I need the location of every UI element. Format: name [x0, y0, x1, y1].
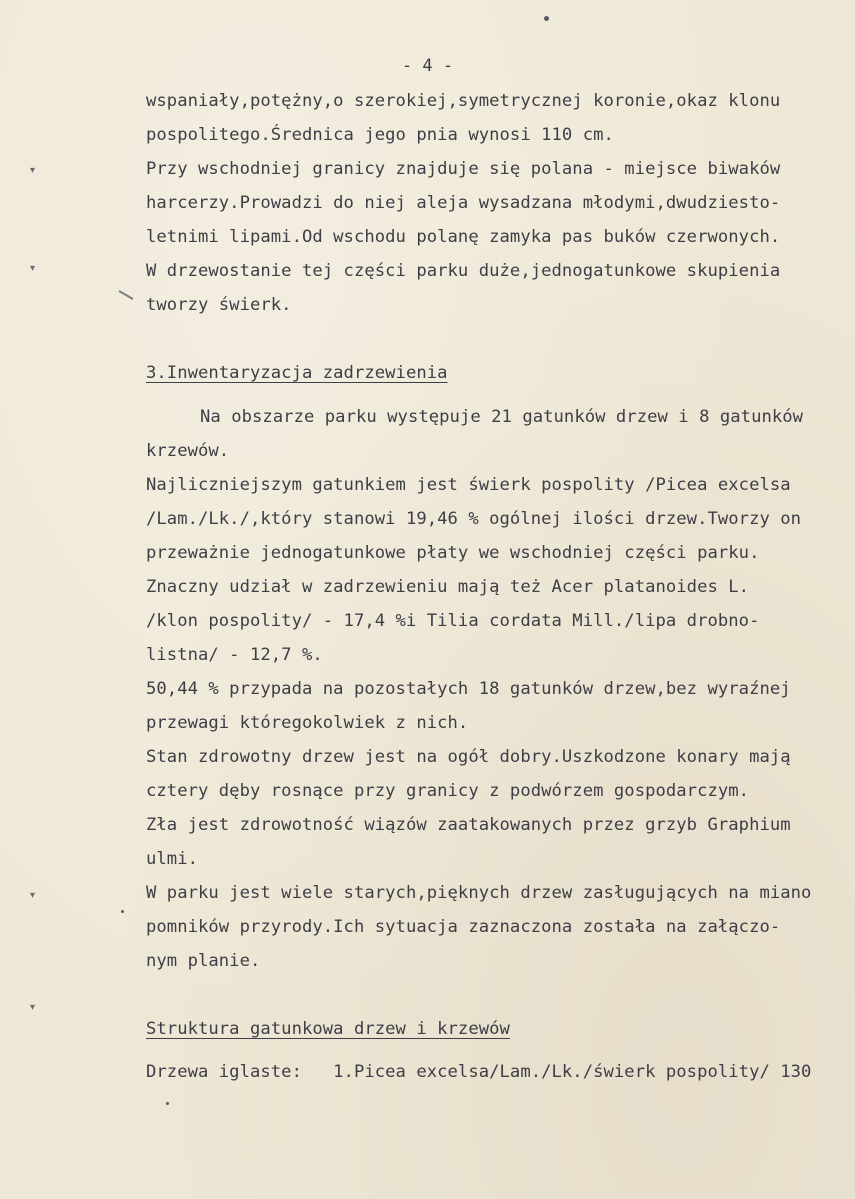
text-line: W drzewostanie tej części parku duże,jednogatunkowe skupienia: [146, 261, 781, 281]
paper-speck: [121, 910, 124, 913]
text-line: harcerzy.Prowadzi do niej aleja wysadzana młodymi,dwudziesto-: [146, 193, 781, 213]
text-line: pomników przyrody.Ich sytuacja zaznaczona została na załączo-: [146, 917, 781, 937]
text-line: 50,44 % przypada na pozostałych 18 gatunków drzew,bez wyraźnej: [146, 679, 791, 699]
margin-mark: ▾: [30, 890, 36, 901]
text-line: letnimi lipami.Od wschodu polanę zamyka pas buków czerwonych.: [146, 227, 781, 247]
text-line: listna/ - 12,7 %.: [146, 645, 323, 665]
text-line: ulmi.: [146, 849, 198, 869]
text-line: Na obszarze parku występuje 21 gatunków drzew i 8 gatunków: [200, 407, 804, 427]
text-line: cztery dęby rosnące przy granicy z podwórzem gospodarczym.: [146, 781, 750, 801]
conifers-line: Drzewa iglaste: 1.Picea excelsa/Lam./Lk./świerk pospolity/ 130: [146, 1062, 812, 1082]
margin-mark: ▾: [30, 165, 36, 176]
structure-heading: Struktura gatunkowa drzew i krzewów: [146, 1019, 510, 1039]
margin-mark: ▾: [30, 1002, 36, 1013]
paper-speck: [544, 16, 549, 21]
text-line: nym planie.: [146, 951, 261, 971]
text-line: pospolitego.Średnica jego pnia wynosi 110 cm.: [146, 125, 614, 145]
text-line: /Lam./Lk./,który stanowi 19,46 % ogólnej ilości drzew.Tworzy on: [146, 509, 802, 529]
text-line: krzewów.: [146, 441, 230, 461]
text-line: Stan zdrowotny drzew jest na ogół dobry.Uszkodzone konary mają: [146, 747, 791, 767]
text-line: Zła jest zdrowotność wiązów zaatakowanych przez grzyb Graphium: [146, 815, 791, 835]
text-line: wspaniały,potężny,o szerokiej,symetrycznej koronie,okaz klonu: [146, 91, 781, 111]
pencil-stroke: [119, 290, 134, 300]
margin-mark: ▾: [30, 263, 36, 274]
text-line: /klon pospolity/ - 17,4 %i Tilia cordata Mill./lipa drobno-: [146, 611, 760, 631]
text-line: Znaczny udział w zadrzewieniu mają też Acer platanoides L.: [146, 577, 750, 597]
text-line: tworzy świerk.: [146, 295, 292, 315]
text-line: Przy wschodniej granicy znajduje się polana - miejsce biwaków: [146, 159, 781, 179]
page-number: - 4 -: [401, 56, 454, 76]
text-line: przewagi któregokolwiek z nich.: [146, 713, 469, 733]
section-heading: 3.Inwentaryzacja zadrzewienia: [146, 363, 448, 383]
text-line: przeważnie jednogatunkowe płaty we wschodniej części parku.: [146, 543, 760, 563]
text-line: W parku jest wiele starych,pięknych drzew zasługujących na miano: [146, 883, 812, 903]
text-line: Najliczniejszym gatunkiem jest świerk pospolity /Picea excelsa: [146, 475, 791, 495]
paper-speck: [166, 1102, 169, 1105]
